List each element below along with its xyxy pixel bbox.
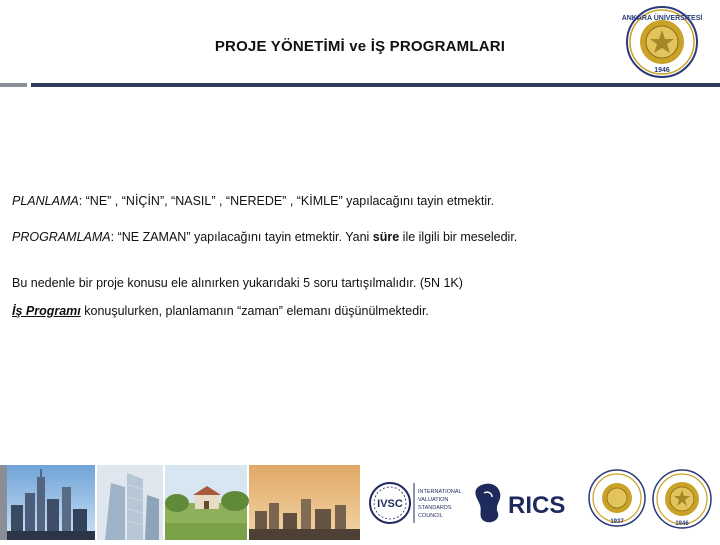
ivsc-line-3: STANDARDS — [418, 505, 452, 511]
programlama-text-a: : “NE ZAMAN” yapılacağını tayin etmektir. Yani — [110, 230, 373, 244]
ivsc-line-2: VALUATION — [418, 497, 449, 503]
ivsc-line-1: INTERNATIONAL — [418, 489, 462, 495]
programlama-paragraph — [12, 228, 542, 247]
ivsc-logo — [368, 475, 464, 531]
page-title: PROJE YÖNETİMİ ve İŞ PROGRAMLARI — [214, 38, 506, 55]
seal-year-text: 1946 — [654, 67, 670, 74]
university-seal-3-logo — [588, 469, 646, 527]
city-skyline-photo — [7, 465, 95, 540]
ivsc-short-text: IVSC — [377, 498, 403, 510]
is-programi-paragraph — [12, 302, 429, 321]
programlama-label: PROGRAMLAMA — [12, 230, 111, 244]
programlama-bold-sure: süre — [372, 230, 400, 244]
planlama-label: PLANLAMA — [12, 194, 79, 208]
seal-4-year: 1946 — [675, 521, 689, 527]
ivsc-line-4: COUNCIL — [418, 513, 443, 519]
rics-logo — [472, 477, 578, 529]
planlama-paragraph — [12, 192, 494, 211]
planlama-text: : “NE” , “NİÇİN”, “NASIL” , “NEREDE” , “KİMLE” yapılacağını tayin etmektir. — [78, 194, 495, 208]
header-rule-grey — [0, 83, 27, 87]
programlama-text-b: ile ilgili bir meseledir. — [399, 230, 518, 244]
seal-3-year: 1937 — [610, 519, 624, 525]
landscape-house-photo — [165, 465, 247, 540]
glass-towers-photo — [97, 465, 163, 540]
ankara-university-seal-logo — [621, 6, 703, 78]
five-questions-paragraph: Bu nedenle bir proje konusu ele alınırken yukarıdaki 5 soru tartışılmalıdır. (5N 1K) — [12, 276, 463, 290]
footer-band — [0, 465, 720, 540]
is-programi-label: İş Programı — [12, 304, 81, 318]
rics-text: RICS — [508, 492, 566, 519]
header-rule — [31, 83, 720, 87]
footer-grey-bar — [0, 465, 7, 540]
ankara-university-seal-small-logo — [652, 469, 712, 529]
city-sunset-photo — [249, 465, 360, 540]
is-programi-text: konuşulurken, planlamanın “zaman” elemanı düşünülmektedir. — [80, 304, 429, 318]
seal-name-text: ANKARA ÜNİVERSİTESİ — [621, 15, 703, 22]
partner-logos — [360, 465, 720, 540]
